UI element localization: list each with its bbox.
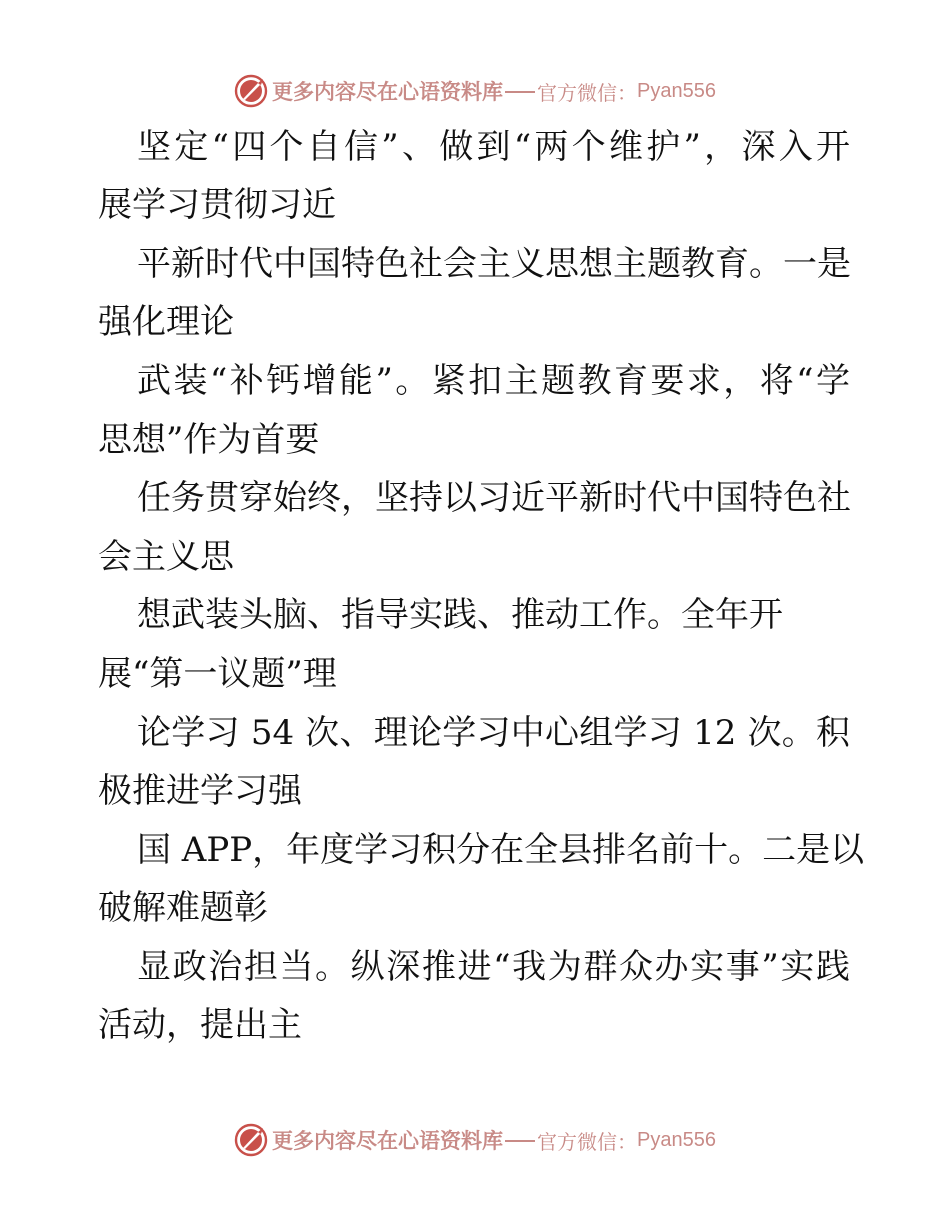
header-watermark [0, 71, 950, 111]
watermark-contact-id: Pyan556 [637, 79, 716, 102]
paragraph-line: 武装“补钙增能”。紧扣主题教育要求，将“学 [137, 361, 850, 401]
paragraph-line: 任务贯穿始终，坚持以习近平新时代中国特色社 [137, 478, 851, 518]
paragraph-line: 平新时代中国特色社会主义思想主题教育。一是 [137, 244, 851, 284]
quill-logo-icon [234, 74, 268, 108]
footer-watermark [0, 1120, 950, 1160]
watermark-name: 更多内容尽在心语资料库 [272, 79, 504, 104]
watermark-name: 更多内容尽在心语资料库 [272, 1128, 504, 1153]
paragraph-line: 活动，提出主 [98, 1005, 302, 1045]
paragraph-line: 思想”作为首要 [98, 420, 320, 460]
paragraph-line: 展“第一议题”理 [98, 654, 337, 694]
paragraph-line: 展学习贯彻习近 [98, 185, 336, 225]
paragraph-line: 破解难题彰 [98, 888, 268, 928]
watermark-contact-id: Pyan556 [637, 1128, 716, 1151]
paragraph-line: 会主义思 [98, 537, 234, 577]
paragraph-line: 坚定“四个自信”、做到“两个维护”，深入开 [137, 127, 850, 167]
watermark-dash [505, 1140, 535, 1142]
paragraph-line: 显政治担当。纵深推进“我为群众办实事”实践 [137, 947, 850, 987]
watermark-contact-label: 官方微信： [537, 80, 638, 105]
paragraph-line: 国 APP，年度学习积分在全县排名前十。二是以 [137, 830, 865, 870]
paragraph-line: 极推进学习强 [98, 771, 302, 811]
paragraph-line: 论学习 54 次、理论学习中心组学习 12 次。积 [137, 713, 850, 753]
watermark-contact-label: 官方微信： [537, 1129, 638, 1154]
quill-logo-icon [234, 1123, 268, 1157]
watermark-dash [505, 91, 535, 93]
paragraph-line: 想武装头脑、指导实践、推动工作。全年开 [137, 595, 783, 635]
paragraph-line: 强化理论 [98, 302, 234, 342]
